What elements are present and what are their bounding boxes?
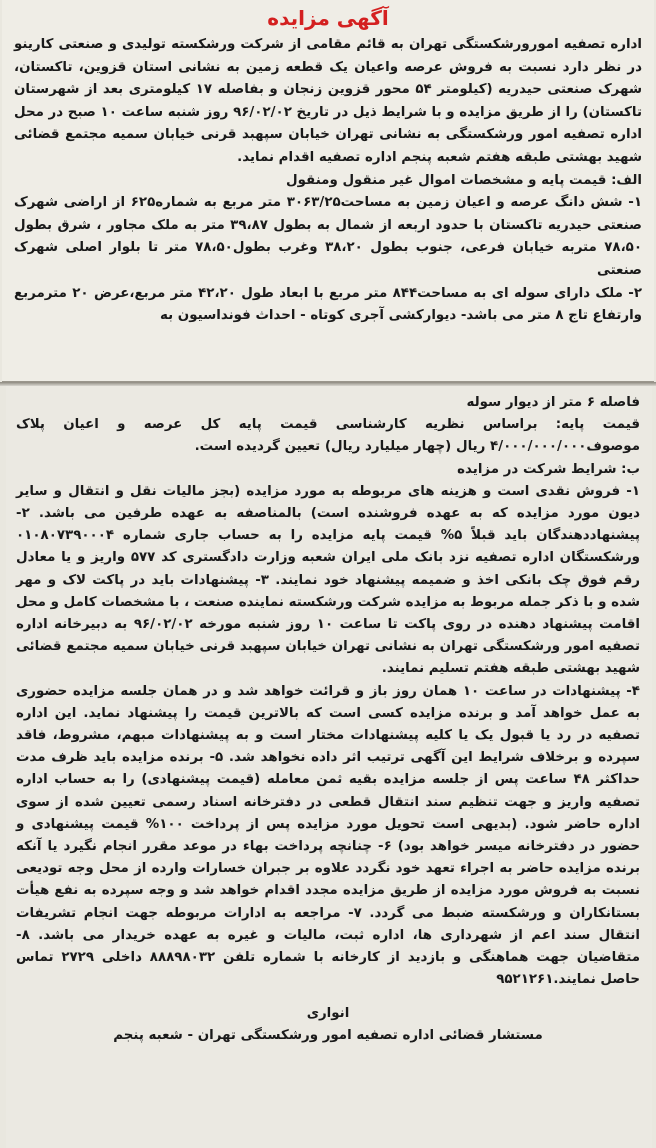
section-b-heading: ب: شرایط شرکت در مزایده xyxy=(457,461,640,477)
continuation-line: فاصله ۶ متر از دیوار سوله xyxy=(466,395,640,410)
ad-clipping-bottom xyxy=(6,386,652,1148)
base-price-paragraph: قیمت پایه: براساس نظریه کارشناسی قیمت پایه کل عرصه و اعیان پلاک موصوف۴/۰۰۰/۰۰۰/۰۰۰ ریال (چهار میلیارد ریال) تعیین گردیده است. xyxy=(16,417,640,455)
ad-title: آگهی مزایده xyxy=(267,6,389,30)
conditions-paragraph-2: ۴- پیشنهادات در ساعت ۱۰ همان روز باز و قرائت خواهد شد و در همان جلسه مزایده حضوری به عمل خواهد آمد و برنده مزایده کسی است که بالاترین قیمت را پیشنهاد نماید. این اداره تصفیه در رد یا قبول یک یا کلیه پیشنهادات مختار است و به پیشنهادات مبهم، مشروط، فاقد سپرده و برخلاف شرایط این آگهی ترتیب اثر داده نخواهد شد. ۵- برنده مزایده باید ظرف مدت حداکثر ۴۸ ساعت پس از جلسه مزایده بقیه ثمن معامله (قیمت پیشنهادی) را به حساب اداره تصفیه واریز و جهت تنظیم سند انتقال قطعی در دفترخانه اسناد رسمی تعیین شده از سوی اداره حاضر شود. (بدیهی است تحویل مورد مزایده پس از پرداخت ۱۰۰% قیمت پیشنهادی و حضور در دفترخانه میسر خواهد بود) ۶- چنانچه پرداخت بهاء در موعد مقرر انجام نگیرد یا آنکه برنده مزایده حاضر به اجراء تعهد خود نگردد علاوه بر جبران خسارات وارده از محل وجه تودیعی نسبت به فروش مورد مزایده از طریق مزایده مجدد اقدام خواهد شد و وجه سپرده به نفع هیأت بستانکاران و ورشکسته ضبط می گردد. ۷- مراجعه به ادارات مربوطه جهت انجام تشریفات انتقال سند اعم از شهرداری ها، اداره ثبت، مالیات و غیره به عهده خریدار می باشد. ۸- متقاضیان جهت هماهنگی و بازدید از کارخانه با شماره تلفن ۸۸۸۹۸۰۳۲ داخلی ۲۷۲۹ تماس حاصل نمایند.۹۵۲۱۲۶۱ xyxy=(16,683,640,988)
conditions-paragraph-1: ۱- فروش نقدی است و هزینه های مربوطه به مورد مزایده (بجز مالیات نقل و انتقال و سایر دیون مورد مزایده که به عهده فروشنده است) بالمناصفه به عهده طرفین می باشد. ۲- پیشنهاددهندگان باید قبلاً ۵% قیمت پایه مزایده را به حساب جاری شماره ۰۱۰۸۰۷۳۹۰۰۰۴ ورشکستگان اداره تصفیه نزد بانک ملی ایران شعبه وزارت دادگستری کد ۵۷۷ واریز و یا معادل رقم فوق چک بانکی اخذ و ضمیمه پیشنهاد خود نمایند. ۳- پیشنهادات باید در پاکت لاک و مهر شده و با ذکر جمله مربوط به مزایده شرکت ورشکسته نماینده صنعت ، با مشخصات کامل و محل اقامت پیشنهاد دهنده در روی پاکت تا ساعت ۱۰ روز شنبه مورخه ۹۶/۰۲/۰۲ به دبیرخانه اداره تصفیه امور ورشکستگی تهران به نشانی تهران خیابان سپهبد قرنی خیابان سمیه مجتمع قضائی شهید بهشتی طبقه هفتم تسلیم نمایند. xyxy=(16,483,641,677)
section-a-heading: الف: قیمت پایه و مشخصات اموال غیر منقول ومنقول xyxy=(286,172,642,188)
intro-paragraph: اداره تصفیه امورورشکستگی تهران به قائم مقامی از شرکت ورشکسته تولیدی و صنعتی کارینو در نظر دارد نسبت به فروش عرصه واعیان یک قطعه زمین به نشانی استان قزوین، تاکستان، شهرک صنعتی حیدریه (کیلومتر ۵۴ محور قزوین زنجان و بفاصله ۱۷ کیلومتری بعد از شهرستان تاکستان) را از طریق مزایده و با شرایط ذیل در تاریخ ۹۶/۰۲/۰۲ روز شنبه ساعت ۱۰ صبح در محل اداره تصفیه امور ورشکستگی به نشانی تهران خیابان سپهبد قرنی خیابان سمیه مجتمع قضائی شهید بهشتی طبقه هفتم شعبه پنجم اداره تصفیه اقدام نماید. xyxy=(14,37,643,165)
item-1-paragraph: ۱- شش دانگ عرصه و اعیان زمین به مساحت۳۰۶۳/۲۵ متر مربع به شماره۶۲۵ از اراضی شهرک صنعتی حیدریه تاکستان با حدود اربعه از شمال به بطول ۳۹،۸۷ متر به ملک مجاور ، شرق بطول ۷۸،۵۰ متربه خیابان فرعی، جنوب بطول ۳۸،۲۰ وغرب بطول۷۸،۵۰ متر تا بلوار اصلی شهرک صنعتی xyxy=(14,195,642,278)
signature-name: انواری xyxy=(306,1006,350,1022)
ad-clipping-top xyxy=(2,0,654,382)
item-2-paragraph: ۲- ملک دارای سوله ای به مساحت۸۴۴ متر مربع با ابعاد طول ۴۲،۲۰ متر مربع،عرض ۲۰ مترمربع وارتفاع تاج ۸ متر می باشد- دیوارکشی آجری کوتاه - احداث فونداسیون به xyxy=(14,285,642,324)
signature-title: مستشار قضائی اداره تصفیه امور ورشکستگی تهران - شعبه پنجم xyxy=(113,1028,543,1044)
